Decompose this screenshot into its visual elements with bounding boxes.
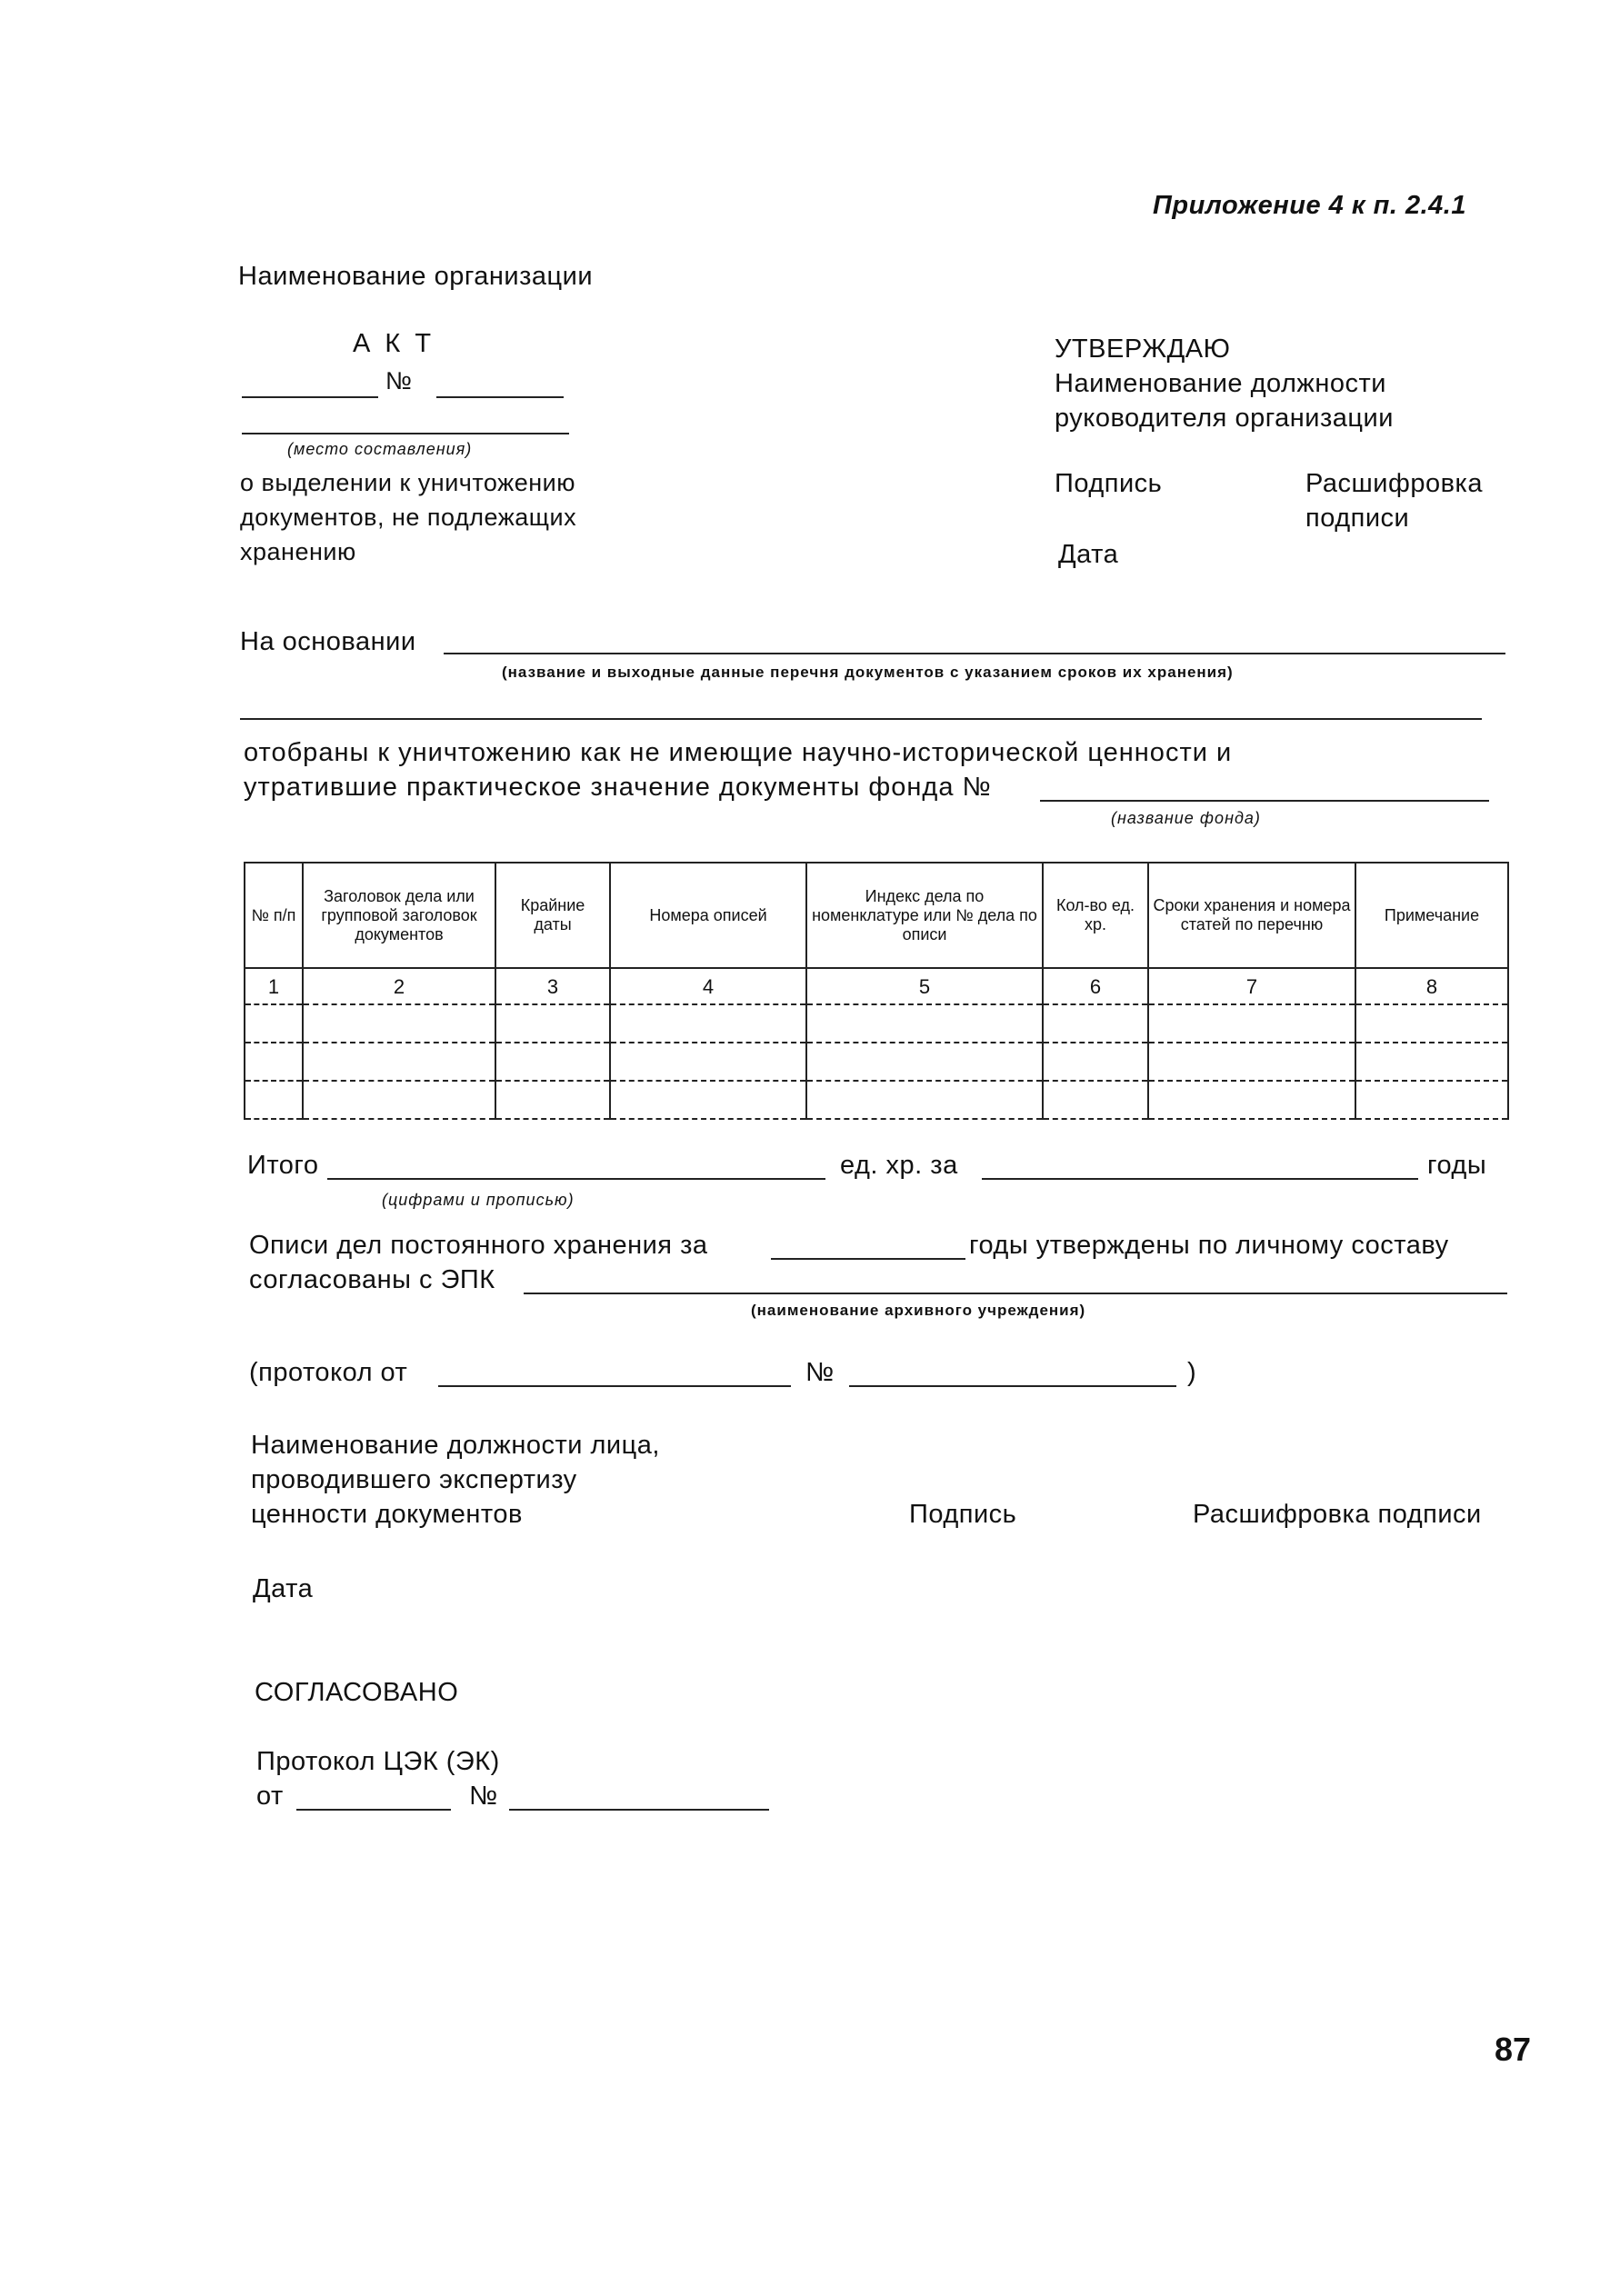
approve-date-label: Дата bbox=[1058, 540, 1119, 569]
table-header-cell: Номера описей bbox=[610, 863, 806, 968]
table-cell bbox=[495, 1081, 610, 1119]
table-cell bbox=[245, 1043, 303, 1081]
table-cell bbox=[303, 1043, 495, 1081]
expert-position-line-3: ценности документов bbox=[251, 1500, 523, 1529]
approve-position-line-2: руководителя организации bbox=[1055, 404, 1394, 433]
agreed-date-line bbox=[296, 1809, 451, 1811]
table-row bbox=[245, 1043, 1508, 1081]
table-cell bbox=[806, 1004, 1043, 1043]
agreed-from-label: от bbox=[256, 1782, 284, 1811]
agreed-number-line bbox=[509, 1809, 769, 1811]
table-cell bbox=[303, 1081, 495, 1119]
table-column-number: 4 bbox=[610, 968, 806, 1004]
appendix-reference: Приложение 4 к п. 2.4.1 bbox=[1153, 191, 1466, 220]
inventories-line-2: согласованы с ЭПК bbox=[249, 1265, 495, 1294]
table-cell bbox=[1355, 1081, 1508, 1119]
approve-position-line-1: Наименование должности bbox=[1055, 369, 1386, 398]
expert-position-line-1: Наименование должности лица, bbox=[251, 1431, 660, 1460]
approve-decode-label-2: подписи bbox=[1305, 504, 1410, 533]
total-count-line bbox=[327, 1178, 825, 1180]
act-subject-line-3: хранению bbox=[240, 538, 356, 565]
table-cell bbox=[806, 1081, 1043, 1119]
act-number-sign: № bbox=[385, 367, 413, 394]
basis-line bbox=[444, 653, 1505, 654]
table-column-number: 6 bbox=[1043, 968, 1148, 1004]
agreed-number-sign: № bbox=[469, 1782, 498, 1811]
total-units-label: ед. хр. за bbox=[840, 1151, 958, 1180]
table-cell bbox=[1355, 1043, 1508, 1081]
table-header-cell: Примечание bbox=[1355, 863, 1508, 968]
protocol-number-sign: № bbox=[805, 1358, 835, 1387]
table-row bbox=[245, 1004, 1508, 1043]
table-cell bbox=[495, 1004, 610, 1043]
table-cell bbox=[1043, 1043, 1148, 1081]
table-cell bbox=[1355, 1004, 1508, 1043]
table-header-cell: Кол-во ед. хр. bbox=[1043, 863, 1148, 968]
total-years-label: годы bbox=[1427, 1151, 1487, 1180]
table-cell bbox=[245, 1081, 303, 1119]
approve-title: УТВЕРЖДАЮ bbox=[1055, 334, 1231, 364]
table-column-number: 3 bbox=[495, 968, 610, 1004]
inventories-line-1a: Описи дел постоянного хранения за bbox=[249, 1231, 708, 1260]
protocol-date-line bbox=[438, 1385, 791, 1387]
approve-signature-label: Подпись bbox=[1055, 469, 1163, 498]
table-header-cell: № п/п bbox=[245, 863, 303, 968]
table-header-cell: Заголовок дела или групповой заголовок документов bbox=[303, 863, 495, 968]
table-cell bbox=[610, 1004, 806, 1043]
protocol-number-line bbox=[849, 1385, 1176, 1387]
table-column-number: 1 bbox=[245, 968, 303, 1004]
inventories-archive-line bbox=[524, 1293, 1507, 1294]
table-column-number: 5 bbox=[806, 968, 1043, 1004]
act-title: А К Т bbox=[353, 329, 435, 358]
table-cell bbox=[1148, 1004, 1355, 1043]
expert-date-label: Дата bbox=[253, 1574, 314, 1603]
table-row bbox=[245, 1081, 1508, 1119]
page-number: 87 bbox=[1495, 2031, 1532, 2068]
table-column-number: 8 bbox=[1355, 968, 1508, 1004]
fund-number-line bbox=[1040, 800, 1489, 802]
total-label: Итого bbox=[247, 1151, 319, 1180]
table-cell bbox=[610, 1081, 806, 1119]
total-years-line bbox=[982, 1178, 1418, 1180]
table-header-row bbox=[245, 863, 1508, 968]
basis-label: На основании bbox=[240, 627, 416, 656]
table-column-number: 2 bbox=[303, 968, 495, 1004]
act-place-line bbox=[242, 433, 569, 434]
expert-decode-label: Расшифровка подписи bbox=[1193, 1500, 1482, 1529]
protocol-close: ) bbox=[1187, 1358, 1197, 1387]
table-header-cell: Сроки хранения и номера статей по перечню bbox=[1148, 863, 1355, 968]
table-header-cell: Крайние даты bbox=[495, 863, 610, 968]
table-cell bbox=[1148, 1081, 1355, 1119]
act-subject-line-2: документов, не подлежащих bbox=[240, 504, 577, 531]
basis-line-2 bbox=[240, 718, 1482, 720]
table-cell bbox=[245, 1004, 303, 1043]
act-date-line bbox=[242, 396, 378, 398]
selected-line-1: отобраны к уничтожению как не имеющие научно-исторической ценности и bbox=[244, 738, 1233, 767]
table-cell bbox=[1148, 1043, 1355, 1081]
expert-signature-label: Подпись bbox=[909, 1500, 1017, 1529]
expert-position-line-2: проводившего экспертизу bbox=[251, 1465, 577, 1494]
inventories-years-line bbox=[771, 1258, 965, 1260]
table-cell bbox=[1043, 1081, 1148, 1119]
organization-name-label: Наименование организации bbox=[238, 262, 594, 291]
table-cell bbox=[806, 1043, 1043, 1081]
selected-line-2: утратившие практическое значение документы фонда № bbox=[244, 773, 992, 802]
total-caption: (цифрами и прописью) bbox=[382, 1191, 575, 1209]
act-subject-line-1: о выделении к уничтожению bbox=[240, 469, 575, 496]
table-number-row bbox=[245, 968, 1508, 1004]
approve-decode-label-1: Расшифровка bbox=[1305, 469, 1483, 498]
agreed-protocol-label: Протокол ЦЭК (ЭК) bbox=[256, 1747, 500, 1776]
table-cell bbox=[610, 1043, 806, 1081]
inventories-caption: (наименование архивного учреждения) bbox=[751, 1302, 1086, 1319]
table-cell bbox=[303, 1004, 495, 1043]
protocol-from-label: (протокол от bbox=[249, 1358, 408, 1387]
documents-table bbox=[244, 862, 1509, 1120]
basis-caption: (название и выходные данные перечня документов с указанием сроков их хранения) bbox=[502, 664, 1234, 681]
fund-caption: (название фонда) bbox=[1111, 809, 1261, 827]
table-cell bbox=[495, 1043, 610, 1081]
act-place-caption: (место составления) bbox=[287, 440, 473, 458]
agreed-title: СОГЛАСОВАНО bbox=[255, 1678, 459, 1707]
table-header-cell: Индекс дела по номенклатуре или № дела по описи bbox=[806, 863, 1043, 968]
table-column-number: 7 bbox=[1148, 968, 1355, 1004]
inventories-line-1b: годы утверждены по личному составу bbox=[969, 1231, 1449, 1260]
act-number-line bbox=[436, 396, 564, 398]
table-cell bbox=[1043, 1004, 1148, 1043]
